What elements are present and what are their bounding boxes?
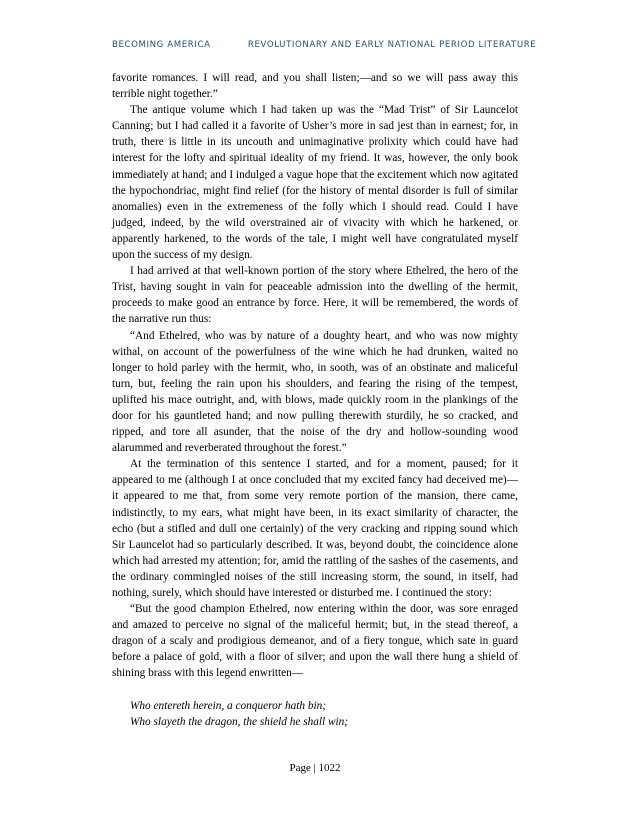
body-text: [112, 70, 518, 730]
header-section-title: REVOLUTIONARY AND EARLY NATIONAL PERIOD LITERATURE: [247, 40, 537, 50]
paragraph-quote: “And Ethelred, who was by nature of a doughty heart, and who was now mighty withal, on account of the powerfulness of the wine which he had drunken, waited no longer to hold parley with the hermit, who, in sooth, was of an obstinate and maliceful turn, but, feeling the rain upon his shoulders, and fearing the rising of the tempest, uplifted his mace outright, and, with blows, made quickly room in the plankings of the door for his gauntleted hand; and now pulling therewith sturdily, he so cracked, and ripped, and tore all asunder, that the noise of the dry and hollow-sounding wood alarummed and reverberated throughout the forest.”: [112, 329, 518, 455]
paragraph-continued: favorite romances. I will read, and you shall listen;—and so we will pass away this terrible night together.”: [112, 72, 518, 101]
verse-block: [112, 698, 518, 730]
verse-line: Who entereth herein, a conqueror hath bin;: [130, 699, 327, 712]
paragraph: The antique volume which I had taken up was the “Mad Trist” of Sir Launcelot Canning; but I had called it a favorite of Usher’s more in sad jest than in earnest; for, in truth, there is little in its uncouth and unimaginative prolixity which could have had interest for the lofty and spiritual ideality of my friend. It was, however, the only book immediately at hand; and I indulged a vague hope that the excitement which now agitated the hypochondriac, might find relief (for the history of mental disorder is full of similar anomalies) even in the extremeness of the folly which I should read. Could I have judged, indeed, by the wild overstrained air of vivacity with which he harkened, or apparently harkened, to the words of the tale, I might well have congratulated myself upon the success of my design.: [112, 104, 518, 262]
verse-line: Who slayeth the dragon, the shield he shall win;: [130, 715, 349, 728]
running-header: [112, 40, 537, 50]
page-number: Page | 1022: [289, 762, 341, 774]
header-book-title: BECOMING AMERICA: [112, 40, 211, 50]
paragraph: At the termination of this sentence I started, and for a moment, paused; for it appeared to me (although I at once concluded that my excited fancy had deceived me)—it appeared to me that, from some very remote portion of the mansion, there came, indistinctly, to my ears, what might have been, in its exact similarity of character, the echo (but a stifled and dull one certainly) of the very cracking and ripping sound which Sir Launcelot had so particularly described. It was, beyond doubt, the coincidence alone which had arrested my attention; for, amid the rattling of the sashes of the casements, and the ordinary commingled noises of the still increasing storm, the sound, in itself, had nothing, surely, which should have interested or disturbed me. I continued the story:: [112, 458, 518, 599]
paragraph-quote: “But the good champion Ethelred, now entering within the door, was sore enraged and amazed to perceive no signal of the maliceful hermit; but, in the stead thereof, a dragon of a scaly and prodigious demeanor, and of a fiery tongue, which sate in guard before a palace of gold, with a floor of silver; and upon the wall there hung a shield of shining brass with this legend enwritten—: [112, 603, 518, 680]
paragraph: I had arrived at that well-known portion of the story where Ethelred, the hero of the Trist, having sought in vain for peaceable admission into the dwelling of the hermit, proceeds to make good an entrance by force. Here, it will be remembered, the words of the narrative run thus:: [112, 265, 518, 326]
